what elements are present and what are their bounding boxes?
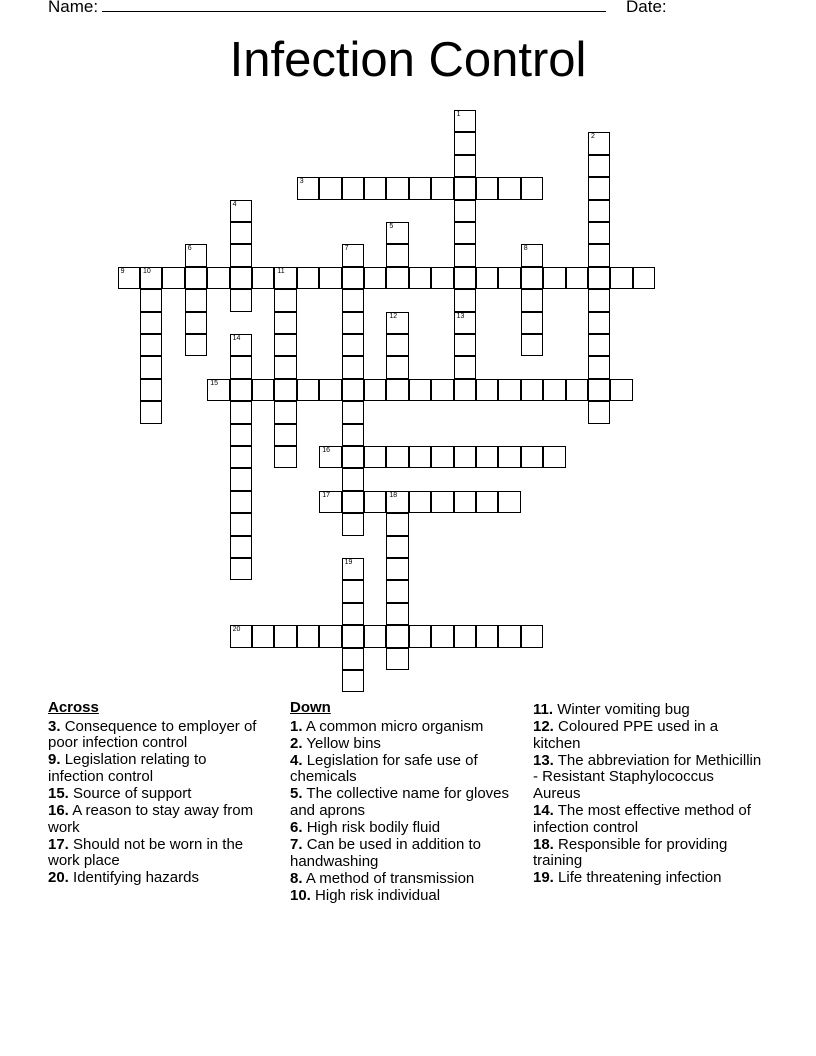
clue-number: 19: [344, 559, 353, 566]
grid-cell[interactable]: [476, 491, 498, 513]
grid-cell[interactable]: [230, 424, 252, 446]
clue-number: 20: [232, 626, 241, 634]
grid-cell[interactable]: [454, 110, 476, 132]
clue: [48, 870, 258, 887]
clue-text: High risk individual: [315, 887, 441, 905]
grid-cell[interactable]: [431, 267, 453, 289]
grid-cell[interactable]: [409, 379, 431, 401]
grid-cell[interactable]: [588, 267, 610, 289]
grid-cell[interactable]: [364, 379, 386, 401]
clue-number: 2: [591, 133, 595, 141]
grid-cell[interactable]: [386, 222, 408, 244]
grid-cell[interactable]: [140, 289, 162, 311]
grid-cell[interactable]: [207, 267, 229, 289]
clue-num: 11.: [533, 701, 554, 718]
grid-cell[interactable]: [409, 177, 431, 199]
grid-cell[interactable]: [207, 379, 229, 401]
clue-number: 1: [456, 111, 461, 118]
grid-cell[interactable]: [386, 177, 408, 199]
grid-cell[interactable]: [521, 625, 543, 647]
name-label: Name:: [48, 0, 99, 16]
grid-cell[interactable]: [342, 558, 364, 580]
grid-cell[interactable]: [454, 379, 476, 401]
grid-cell[interactable]: [566, 267, 588, 289]
clue-text: Responsible for providing training: [533, 835, 728, 870]
grid-cell[interactable]: [230, 222, 252, 244]
grid-cell[interactable]: [274, 267, 296, 289]
grid-cell[interactable]: [230, 289, 252, 311]
grid-cell[interactable]: [521, 334, 543, 356]
grid-cell[interactable]: [386, 558, 408, 580]
grid-cell[interactable]: [588, 334, 610, 356]
page-title: Infection Control: [229, 33, 587, 87]
grid-cell[interactable]: [566, 379, 588, 401]
grid-cell[interactable]: [140, 334, 162, 356]
clue: [48, 719, 258, 752]
across-clue-list: [48, 719, 258, 887]
clue: [290, 871, 510, 888]
grid-cell[interactable]: [386, 603, 408, 625]
grid-cell[interactable]: [319, 379, 341, 401]
clue-num: 20.: [48, 869, 69, 887]
grid-cell[interactable]: [454, 222, 476, 244]
grid-cell[interactable]: [230, 356, 252, 378]
grid-cell[interactable]: [431, 491, 453, 513]
clue-text: Identifying hazards: [73, 869, 199, 887]
clue-num: 13.: [533, 751, 554, 769]
grid-cell[interactable]: [252, 267, 274, 289]
clue-text: The abbreviation for Methicillin - Resistant Staphylococcus Aureus: [533, 751, 762, 802]
grid-cell[interactable]: [230, 334, 252, 356]
grid-cell[interactable]: [274, 334, 296, 356]
grid-cell[interactable]: [476, 446, 498, 468]
clue: [48, 803, 258, 836]
grid-cell[interactable]: [588, 244, 610, 266]
grid-cell[interactable]: [588, 379, 610, 401]
grid-cell[interactable]: [230, 491, 252, 513]
grid-cell[interactable]: [588, 155, 610, 177]
clue-number: 5: [389, 223, 394, 230]
grid-cell[interactable]: [521, 267, 543, 289]
grid-cell[interactable]: [342, 379, 364, 401]
grid-cell[interactable]: [319, 446, 341, 468]
grid-cell[interactable]: [274, 625, 296, 647]
down-heading: Down: [290, 699, 331, 716]
grid-cell[interactable]: [409, 625, 431, 647]
clue-num: 18.: [533, 835, 554, 853]
grid-cell[interactable]: [588, 222, 610, 244]
grid-cell[interactable]: [342, 424, 364, 446]
grid-cell[interactable]: [521, 379, 543, 401]
grid-cell[interactable]: [274, 356, 296, 378]
clue-number: 12: [389, 312, 398, 320]
grid-cell[interactable]: [162, 267, 184, 289]
grid-cell[interactable]: [588, 356, 610, 378]
grid-cell[interactable]: [274, 289, 296, 311]
grid-cell[interactable]: [521, 446, 543, 468]
grid-cell[interactable]: [476, 625, 498, 647]
clue-text: Legislation relating to infection control: [48, 751, 207, 785]
grid-cell[interactable]: [364, 267, 386, 289]
grid-cell[interactable]: [498, 177, 520, 199]
clue: [290, 736, 510, 753]
grid-cell[interactable]: [409, 267, 431, 289]
grid-cell[interactable]: [140, 401, 162, 423]
clue-num: 3.: [48, 717, 61, 735]
grid-cell[interactable]: [252, 625, 274, 647]
grid-cell[interactable]: [454, 200, 476, 222]
grid-cell[interactable]: [476, 267, 498, 289]
grid-cell[interactable]: [498, 625, 520, 647]
grid-cell[interactable]: [386, 244, 408, 266]
grid-cell[interactable]: [230, 244, 252, 266]
grid-cell[interactable]: [230, 267, 252, 289]
clue: [533, 753, 763, 803]
clue-number: 3: [299, 178, 304, 186]
grid-cell[interactable]: [454, 244, 476, 266]
clue-num: 9.: [48, 751, 61, 769]
grid-cell[interactable]: [230, 446, 252, 468]
clue: [533, 837, 763, 870]
grid-cell[interactable]: [342, 177, 364, 199]
grid-cell[interactable]: [185, 267, 207, 289]
clue-text: The collective name for gloves and aprons: [290, 785, 510, 820]
clue-text: Should not be worn in the work place: [48, 835, 244, 870]
grid-cell[interactable]: [543, 379, 565, 401]
grid-cell[interactable]: [454, 132, 476, 154]
clue: [48, 786, 258, 803]
grid-cell[interactable]: [342, 289, 364, 311]
clue-num: 8.: [290, 869, 303, 887]
grid-cell[interactable]: [297, 267, 319, 289]
grid-cell[interactable]: [342, 356, 364, 378]
clue: [533, 870, 763, 887]
grid-cell[interactable]: [185, 312, 207, 334]
clue-num: 7.: [290, 836, 303, 854]
clue: [290, 820, 510, 837]
clue-text: Coloured PPE used in a kitchen: [533, 718, 719, 752]
grid-cell[interactable]: [409, 491, 431, 513]
grid-cell[interactable]: [386, 446, 408, 468]
grid-cell[interactable]: [409, 446, 431, 468]
grid-cell[interactable]: [588, 132, 610, 154]
grid-cell[interactable]: [297, 625, 319, 647]
grid-cell[interactable]: [185, 289, 207, 311]
clue-num: 4.: [290, 751, 303, 769]
grid-cell[interactable]: [342, 267, 364, 289]
grid-cell[interactable]: [364, 177, 386, 199]
grid-cell[interactable]: [386, 491, 408, 513]
clue-number: 4: [232, 200, 237, 208]
down-clues-continued: [533, 702, 763, 888]
clue: [533, 702, 763, 719]
clue-num: 10.: [290, 887, 311, 905]
clue-text: A method of transmission: [305, 869, 475, 887]
clue-text: Life threatening infection: [558, 869, 722, 887]
grid-cell[interactable]: [230, 625, 252, 647]
grid-cell[interactable]: [386, 379, 408, 401]
grid-cell[interactable]: [633, 267, 655, 289]
clue-num: 14.: [533, 802, 554, 820]
grid-cell[interactable]: [230, 468, 252, 490]
grid-cell[interactable]: [610, 379, 632, 401]
grid-cell[interactable]: [342, 491, 364, 513]
grid-cell[interactable]: [297, 177, 319, 199]
clue-text: The most effective method of infection control: [533, 802, 751, 836]
grid-cell[interactable]: [588, 177, 610, 199]
grid-cell[interactable]: [386, 334, 408, 356]
clue: [533, 803, 763, 836]
grid-cell[interactable]: [543, 446, 565, 468]
grid-cell[interactable]: [319, 491, 341, 513]
clue-number: 9: [120, 267, 125, 275]
grid-cell[interactable]: [342, 312, 364, 334]
clue-text: Can be used in addition to handwashing: [290, 836, 481, 870]
grid-cell[interactable]: [230, 379, 252, 401]
grid-cell[interactable]: [521, 244, 543, 266]
grid-cell[interactable]: [521, 289, 543, 311]
clue-text: Legislation for safe use of chemicals: [290, 751, 478, 786]
clue: [48, 752, 258, 785]
down-clues: [290, 700, 510, 905]
grid-cell[interactable]: [364, 446, 386, 468]
grid-cell[interactable]: [230, 536, 252, 558]
clue-number: 18: [389, 491, 398, 499]
grid-cell[interactable]: [274, 401, 296, 423]
grid-cell[interactable]: [610, 267, 632, 289]
across-clues: [48, 700, 258, 888]
grid-cell[interactable]: [476, 177, 498, 199]
grid-cell[interactable]: [230, 513, 252, 535]
clue-num: 1.: [290, 717, 303, 735]
clue-num: 2.: [290, 734, 303, 752]
grid-cell[interactable]: [386, 536, 408, 558]
clue-number: 14: [232, 335, 241, 342]
grid-cell[interactable]: [386, 625, 408, 647]
across-heading: Across: [48, 699, 99, 716]
grid-cell[interactable]: [543, 267, 565, 289]
grid-cell[interactable]: [588, 401, 610, 423]
clue-num: 19.: [533, 869, 554, 887]
grid-cell[interactable]: [454, 491, 476, 513]
clue-num: 12.: [533, 718, 554, 736]
clue-text: Consequence to employer of poor infection control: [48, 717, 257, 752]
grid-cell[interactable]: [185, 334, 207, 356]
grid-cell[interactable]: [140, 312, 162, 334]
grid-cell[interactable]: [386, 267, 408, 289]
grid-cell[interactable]: [521, 312, 543, 334]
clue-text: Source of support: [73, 784, 192, 802]
grid-cell[interactable]: [230, 200, 252, 222]
grid-cell[interactable]: [454, 155, 476, 177]
grid-cell[interactable]: [274, 424, 296, 446]
grid-cell[interactable]: [386, 312, 408, 334]
clue-text: Yellow bins: [306, 734, 381, 752]
grid-cell[interactable]: [498, 379, 520, 401]
clue-number: 6: [187, 245, 192, 253]
grid-cell[interactable]: [342, 580, 364, 602]
clue: [533, 719, 763, 752]
grid-cell[interactable]: [454, 312, 476, 334]
down-clue-list: [290, 719, 510, 905]
clue-num: 6.: [290, 819, 303, 837]
clue-number: 16: [322, 447, 330, 454]
grid-cell[interactable]: [140, 356, 162, 378]
clue-num: 5.: [290, 785, 303, 803]
clue-text: A reason to stay away from work: [48, 802, 254, 836]
clue-num: 16.: [48, 802, 69, 820]
grid-cell[interactable]: [498, 446, 520, 468]
grid-cell[interactable]: [386, 513, 408, 535]
clue-number: 11: [277, 267, 285, 275]
grid-cell[interactable]: [274, 379, 296, 401]
grid-cell[interactable]: [230, 558, 252, 580]
grid-cell[interactable]: [140, 267, 162, 289]
grid-cell[interactable]: [454, 625, 476, 647]
grid-cell[interactable]: [118, 267, 140, 289]
clue-num: 15.: [48, 784, 69, 802]
grid-cell[interactable]: [588, 200, 610, 222]
grid-cell[interactable]: [342, 670, 364, 692]
grid-cell[interactable]: [431, 379, 453, 401]
clue: [290, 719, 510, 736]
grid-cell[interactable]: [230, 401, 252, 423]
clue-text: Winter vomiting bug: [557, 701, 690, 718]
grid-cell[interactable]: [342, 401, 364, 423]
grid-cell[interactable]: [498, 267, 520, 289]
grid-cell[interactable]: [319, 177, 341, 199]
grid-cell[interactable]: [454, 334, 476, 356]
grid-cell[interactable]: [588, 289, 610, 311]
grid-cell[interactable]: [140, 379, 162, 401]
grid-cell[interactable]: [498, 491, 520, 513]
clue-number: 8: [523, 245, 528, 253]
clue: [290, 837, 510, 870]
clue-number: 17: [322, 491, 330, 499]
clue: [48, 837, 258, 870]
grid-cell[interactable]: [431, 446, 453, 468]
clue-number: 7: [344, 245, 349, 253]
grid-cell[interactable]: [386, 580, 408, 602]
clue-number: 15: [210, 379, 218, 387]
grid-cell[interactable]: [297, 379, 319, 401]
clue: [290, 753, 510, 786]
grid-cell[interactable]: [319, 267, 341, 289]
grid-cell[interactable]: [319, 625, 341, 647]
grid-cell[interactable]: [342, 648, 364, 670]
clue-number: 10: [143, 267, 151, 275]
grid-cell[interactable]: [342, 603, 364, 625]
grid-cell[interactable]: [342, 244, 364, 266]
grid-cell[interactable]: [342, 513, 364, 535]
grid-cell[interactable]: [454, 177, 476, 199]
grid-cell[interactable]: [185, 244, 207, 266]
grid-cell[interactable]: [386, 356, 408, 378]
grid-cell[interactable]: [521, 177, 543, 199]
grid-cell[interactable]: [454, 356, 476, 378]
grid-cell[interactable]: [274, 312, 296, 334]
clue-text: A common micro organism: [305, 717, 484, 735]
down-clue-list-continued: [533, 702, 763, 887]
clue-number: 13: [456, 312, 465, 320]
clue-text: High risk bodily fluid: [306, 819, 441, 837]
grid-cell[interactable]: [588, 312, 610, 334]
grid-cell[interactable]: [364, 625, 386, 647]
grid-cell[interactable]: [342, 334, 364, 356]
grid-cell[interactable]: [274, 446, 296, 468]
grid-cell[interactable]: [431, 625, 453, 647]
clue: [290, 888, 510, 905]
grid-cell[interactable]: [342, 625, 364, 647]
grid-cell[interactable]: [342, 468, 364, 490]
grid-cell[interactable]: [476, 379, 498, 401]
grid-cell[interactable]: [454, 289, 476, 311]
grid-cell[interactable]: [431, 177, 453, 199]
grid-cell[interactable]: [342, 446, 364, 468]
clue: [290, 786, 510, 819]
grid-cell[interactable]: [454, 267, 476, 289]
grid-cell[interactable]: [386, 648, 408, 670]
grid-cell[interactable]: [454, 446, 476, 468]
date-label: Date:: [626, 0, 667, 16]
grid-cell[interactable]: [364, 491, 386, 513]
clue-num: 17.: [48, 835, 69, 853]
grid-cell[interactable]: [252, 379, 274, 401]
